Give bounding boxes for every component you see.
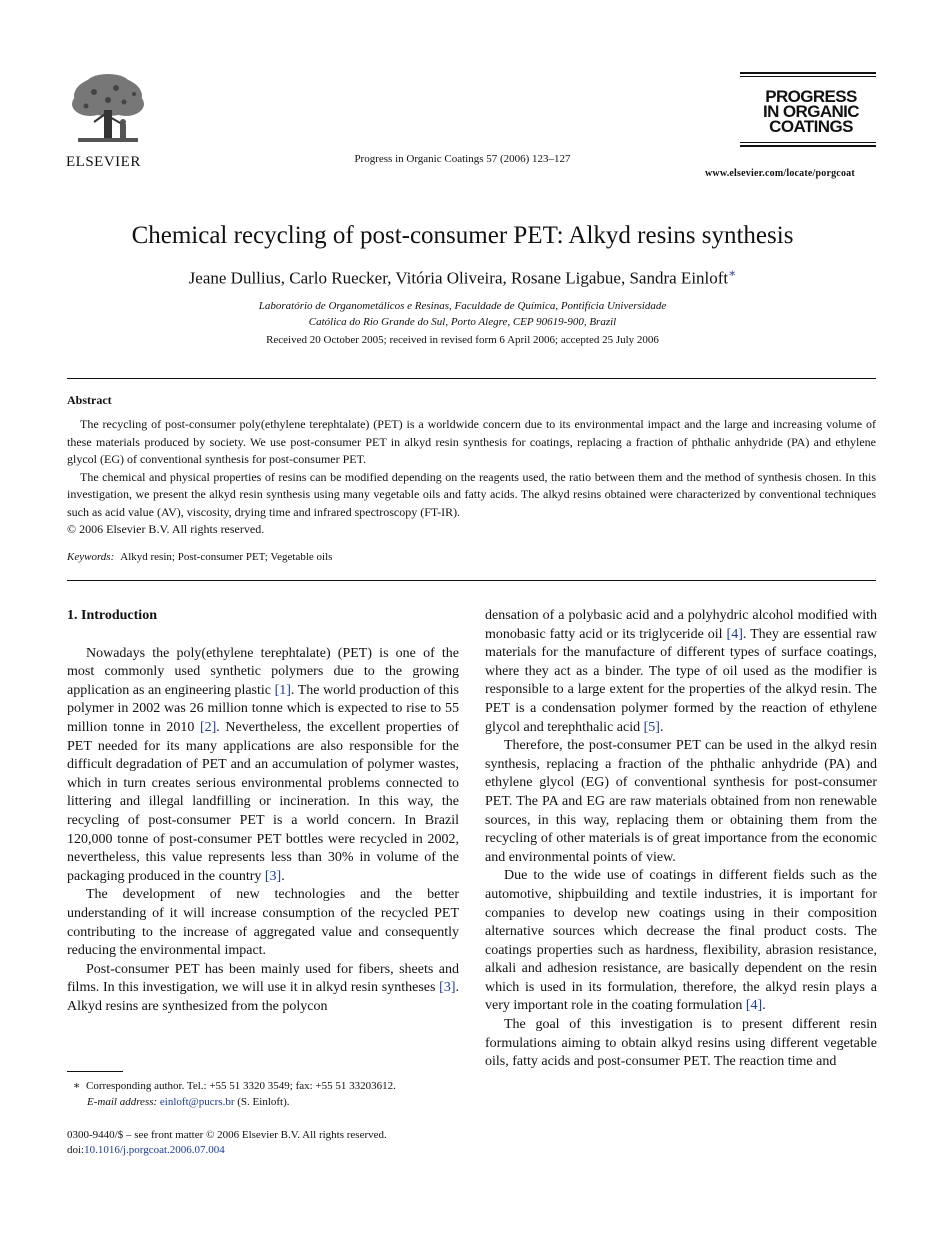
citation-1[interactable]: [1]	[274, 682, 291, 698]
right-column	[485, 607, 877, 1072]
footnote	[67, 1078, 467, 1110]
brand-title	[740, 79, 876, 142]
left-column	[67, 607, 459, 1016]
citation-4b[interactable]: [4]	[745, 998, 763, 1014]
doi-link[interactable]: 10.1016/j.porgcoat.2006.07.004	[84, 1144, 225, 1156]
intro-p3-text-b-right: densation of a polybasic acid and a polyhydric alcohol modified with monobasic fatty acid or its triglyceride oil	[485, 608, 877, 642]
intro-p5-text-a: Due to the wide use of coatings in different fields such as the automotive, shipbuilding and textile industries, it is important for companies to develop new coatings using in their composition alternative sources which decrease the final product costs. The coatings properties such as hardness, flexibility, abrasion resistance, alkali and adhesion resistance, are basically dependent on the resin which is used in its formulation, therefore, the alkyd resin plays a very important role in the coating formulation	[485, 868, 877, 1014]
doi-label: doi:	[67, 1144, 85, 1156]
intro-paragraph-3-continued	[485, 607, 877, 737]
citation-4[interactable]: [4]	[726, 626, 743, 642]
affiliation	[0, 298, 925, 330]
intro-paragraph-5	[485, 867, 877, 1016]
keywords-label: Keywords:	[67, 551, 115, 563]
article-title: Chemical recycling of post-consumer PET: Alkyd resins synthesis	[131, 222, 794, 249]
authors-text: Jeane Dullius, Carlo Ruecker, Vitória Oliveira, Rosane Ligabue, Sandra Einloft	[188, 268, 729, 288]
abstract-paragraph-1: The recycling of post-consumer poly(ethylene terephtalate) (PET) is a worldwide concern due to its environmental impact and the large and increasing volume of these materials produced by society. We use post-consumer PET in alkyd resin synthesis for coatings, replacing a fraction of phthalic anhydride (PA) and ethylene glycol (EG) of conventional synthesis for post-consumer PET.	[67, 417, 876, 466]
footnote-corresponding	[67, 1078, 467, 1094]
intro-paragraph-1	[67, 645, 459, 887]
affiliation-line-2: Católica do Rio Grande do Sul, Porto Alegre, CEP 90619-900, Brazil	[308, 316, 617, 328]
footnote-corresponding-text: Corresponding author. Tel.: +55 51 3320 3549; fax: +55 51 33203612.	[85, 1080, 396, 1092]
email-label: E-mail address:	[87, 1096, 158, 1108]
intro-p1-text-b: . The world production of this polymer in 2002 was 26 million tonne which is expected to rise to 55 million tonne in 2010	[67, 682, 459, 735]
abstract-body	[67, 416, 876, 539]
intro-paragraph-6: The goal of this investigation is to present different resin formulations aiming to obtain alkyd resins using different vegetable oils, fatty acids and post-consumer PET. The reaction time and	[485, 1017, 877, 1070]
front-matter-line: 0300-9440/$ – see front matter © 2006 Elsevier B.V. All rights reserved.	[67, 1129, 387, 1141]
affiliation-line-1: Laboratório de Organometálicos e Resinas, Faculdade de Química, Pontifícia Universidade	[258, 300, 667, 312]
abstract-heading: Abstract	[67, 393, 112, 407]
intro-paragraph-4: Therefore, the post-consumer PET can be used in the alkyd resin synthesis, replacing a fraction of the phthalic anhydride (PA) and ethylene glycol (EG) of conventional synthesis for post-consumer PET. The PA and EG are raw materials obtained from non renewable sources, in this way, replacing them or obtaining them from the recycling of other materials is of great importance from the economic and environmental points of view.	[485, 738, 877, 865]
section-heading-introduction: 1. Introduction	[67, 608, 157, 623]
citation-5[interactable]: [5]	[643, 719, 660, 735]
citation-3b[interactable]: [3]	[439, 980, 456, 996]
journal-brand	[740, 72, 876, 149]
journal-reference: Progress in Organic Coatings 57 (2006) 123–127	[354, 153, 571, 165]
intro-p3-text-d: .	[659, 719, 664, 735]
front-matter	[67, 1128, 387, 1158]
abstract-top-divider	[67, 378, 876, 379]
brand-top-rule	[740, 72, 876, 74]
journal-url[interactable]: www.elsevier.com/locate/porgcoat	[705, 168, 855, 179]
brand-line-3: COATINGS	[769, 117, 853, 136]
abstract-bottom-divider	[67, 580, 876, 581]
email-link[interactable]: einloft@pucrs.br	[159, 1096, 235, 1108]
keywords	[67, 551, 332, 563]
brand-bottom-rule	[740, 145, 876, 147]
citation-2[interactable]: [2]	[199, 719, 217, 735]
intro-paragraph-2: The development of new technologies and the better understanding of it will increase consumption of the recycled PET contributing to the increase of aggregated value and consequently reducing the environmental impact.	[67, 887, 459, 959]
elsevier-tree-icon	[64, 72, 152, 152]
brand-top-rule-thin	[740, 76, 876, 77]
publisher-name: ELSEVIER	[66, 154, 141, 170]
intro-p1-text-c: . Nevertheless, the excellent properties of PET needed for its many applications are also responsible for the difficult degradation of PET and an accumulation of polymer wastes, which in turn creates serious environmental problems connected to littering and illegal landfilling or incineration. In this way, the recycling of post-consumer PET is a world concern. In Brazil 120,000 tonne of post-consumer PET bottles were recycled in 2002, nevertheless, this value represents less than 30% in volume of the packaging produced in the country	[67, 719, 459, 884]
doi-line	[67, 1143, 387, 1158]
intro-paragraph-3	[67, 961, 459, 1017]
brand-bottom-rule-thin	[740, 142, 876, 143]
brand-line-2: IN ORGANIC	[762, 102, 859, 121]
brand-line-1: PROGRESS	[765, 87, 857, 106]
corresponding-author-mark[interactable]: ∗	[728, 266, 737, 280]
keywords-list: Alkyd resin; Post-consumer PET; Vegetable oils	[120, 551, 333, 563]
footnote-mark: ∗	[73, 1080, 81, 1092]
intro-p3-text-b-left: . Alkyd resins are synthesized from the polycon	[67, 980, 459, 1014]
citation-3[interactable]: [3]	[264, 868, 282, 884]
received-dates: Received 20 October 2005; received in revised form 6 April 2006; accepted 25 July 2006	[266, 334, 659, 346]
intro-p1-text-d: .	[281, 868, 285, 884]
footnote-divider	[67, 1071, 123, 1072]
abstract-copyright: © 2006 Elsevier B.V. All rights reserved.	[67, 522, 265, 536]
abstract-paragraph-2: The chemical and physical properties of resins can be modified depending on the reagents used, the ratio between them and the method of synthesis chosen. In this investigation, we present the alkyd resin synthesis using many vegetable oils and fatty acids. The alkyd resins obtained were characterized by conventional techniques such as acid value (AV), viscosity, drying time and infrared spectroscopy (FT-IR).	[67, 469, 876, 519]
intro-p5-text-b: .	[762, 998, 766, 1014]
intro-p3-text-c: . They are essential raw materials for the manufacture of different types of surface coatings, where they act as a binder. The type of oil used as the modifier is responsible to a large extent for the properties of the alkyd resin. The PET is a condensation polymer formed by the reaction of ethylene glycol and terephthalic acid	[485, 626, 878, 735]
email-suffix: (S. Einloft).	[237, 1096, 290, 1108]
intro-p3-text-a: Post-consumer PET has been mainly used for fibers, sheets and films. In this investigation, we will use it in alkyd resin syntheses	[67, 961, 459, 996]
footnote-email	[67, 1094, 467, 1110]
intro-p1-text-a: Nowadays the poly(ethylene terephtalate) (PET) is one of the most commonly used synthetic polymers due to the growing application as an engineering plastic	[67, 645, 459, 698]
author-list	[0, 266, 925, 289]
